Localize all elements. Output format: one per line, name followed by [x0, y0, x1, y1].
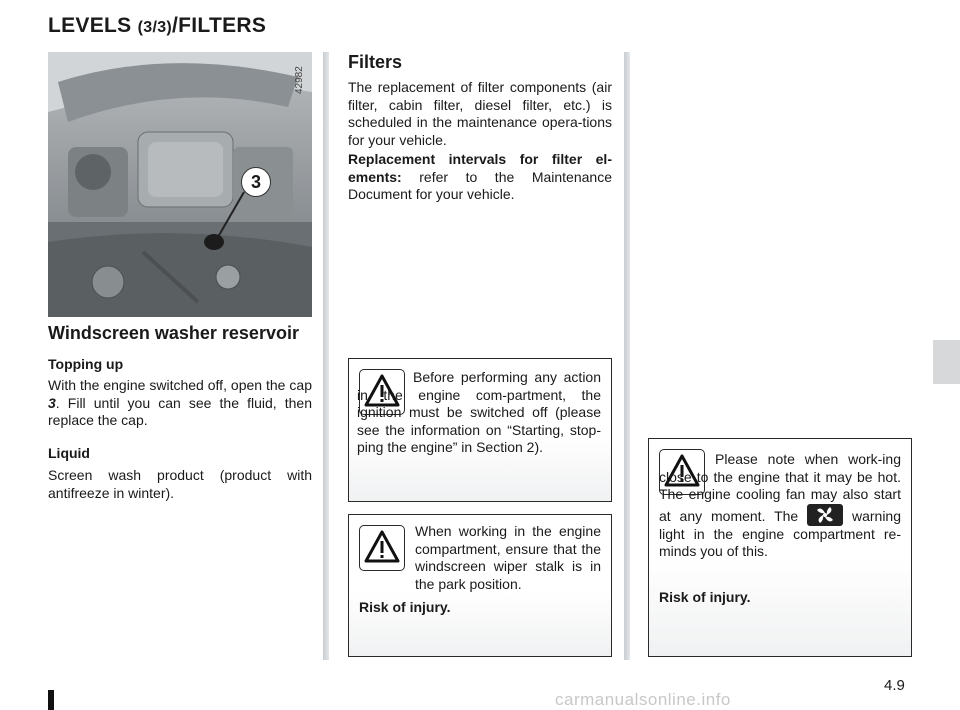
warning-hot-engine-risk: Risk of injury. — [659, 589, 751, 605]
topping-up-heading: Topping up — [48, 356, 124, 372]
topping-up-text: With the engine switched off, open the cap 3. Fill until you can see the fluid, then replace the cap. — [48, 377, 312, 428]
warning-hot-engine-text: Please note when work-ing close to the engine that it may be hot. The engine cooling fan may also start at any moment. The warning light in the engine compartment re-minds you of this. — [659, 451, 901, 559]
warning-box-hot-engine — [648, 438, 912, 657]
engine-compartment-photo — [48, 52, 312, 317]
washer-reservoir-heading: Windscreen washer reservoir — [48, 323, 299, 343]
callout-label-cap: 3 — [241, 167, 271, 197]
liquid-text: Screen wash product (product with antifreeze in winter). — [48, 467, 312, 501]
filters-paragraph-2: Replacement intervals for filter el-ements: refer to the Maintenance Document for your vehicle. — [348, 151, 612, 202]
warning-wiper-risk: Risk of injury. — [359, 599, 451, 615]
column-divider-left — [323, 52, 329, 660]
photo-reference-number: 42982 — [294, 66, 305, 94]
corner-marker — [48, 690, 54, 710]
filters-heading: Filters — [348, 52, 403, 72]
page-title: LEVELS (3/3)/FILTERS — [48, 14, 267, 37]
chapter-tab-marker — [933, 340, 960, 384]
warning-ignition-text: Before performing any action in the engine com-partment, the ignition must be switched off (please see the information on “Starting, stop-ping the engine” in Section 2). — [357, 369, 601, 455]
column-divider-right — [624, 52, 630, 660]
filters-paragraph-1: The replacement of filter components (air filter, cabin filter, diesel filter, etc.) is scheduled in the maintenance opera-tions for your vehicle. — [348, 79, 612, 148]
warning-box-wiper-stalk — [348, 514, 612, 657]
warning-wiper-text: When working in the engine compartment, ensure that the windscreen wiper stalk is in the park position. — [415, 523, 601, 592]
watermark: carmanualsonline.info — [555, 690, 731, 709]
liquid-heading: Liquid — [48, 445, 90, 461]
page-number: 4.9 — [884, 677, 905, 694]
warning-triangle-icon — [359, 525, 405, 571]
fan-warning-light-icon — [807, 504, 843, 526]
warning-box-ignition — [348, 358, 612, 502]
